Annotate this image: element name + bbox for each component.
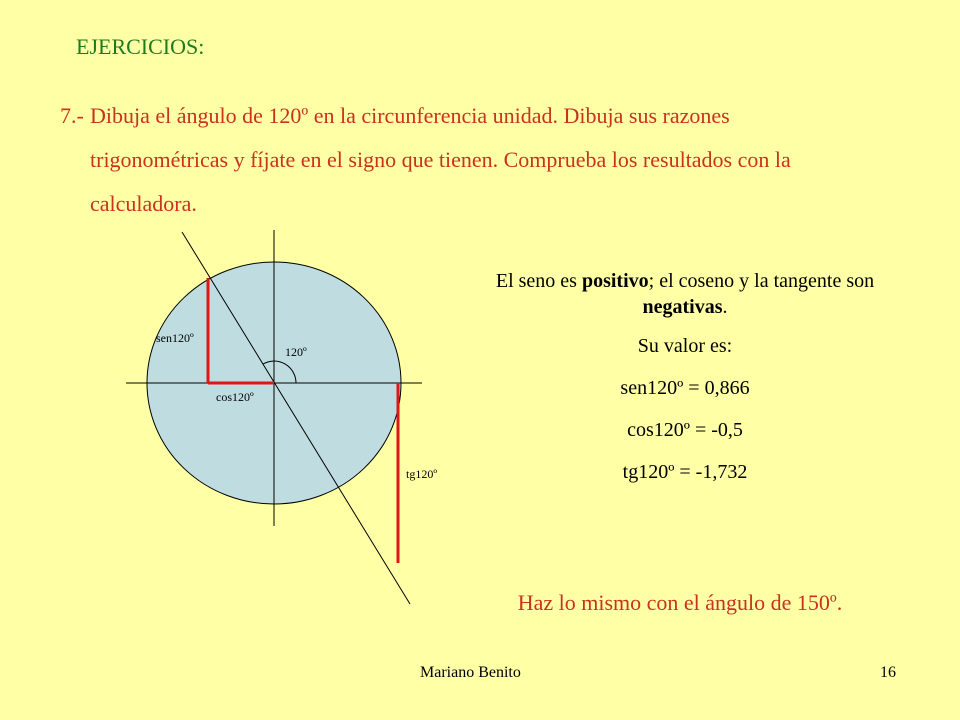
- footer-author: Mariano Benito: [420, 664, 521, 681]
- exercise-line-3: calculadora.: [90, 191, 197, 216]
- exercise-line-1: 7.- Dibuja el ángulo de 120º en la circunferencia unidad. Dibuja sus razones: [60, 94, 890, 138]
- negative-word: negativas: [642, 296, 723, 318]
- cos-label: cos120º: [216, 390, 254, 404]
- page-number: 16: [880, 664, 896, 681]
- exercise-number: 7.-: [60, 103, 84, 128]
- sin-label: sen120º: [156, 331, 194, 345]
- page-heading: EJERCICIOS:: [76, 34, 205, 59]
- angle-label: 120º: [285, 345, 307, 359]
- exercise-line-2: trigonométricas y fíjate en el signo que tienen. Comprueba los resultados con la: [90, 147, 791, 172]
- sign-explanation: El seno es positivo; el coseno y la tangente son negativas.: [495, 270, 875, 318]
- cos-value: cos120º = -0,5: [627, 419, 743, 441]
- tan-value: tg120º = -1,732: [622, 461, 748, 483]
- positive-word: positivo: [581, 270, 649, 292]
- follow-up-task: Haz lo mismo con el ángulo de 150º.: [517, 590, 843, 615]
- value-intro: Su valor es:: [637, 335, 733, 357]
- sin-value: sen120º = 0,866: [620, 377, 750, 399]
- tan-label: tg120º: [406, 467, 438, 481]
- explanation-box: [480, 268, 890, 501]
